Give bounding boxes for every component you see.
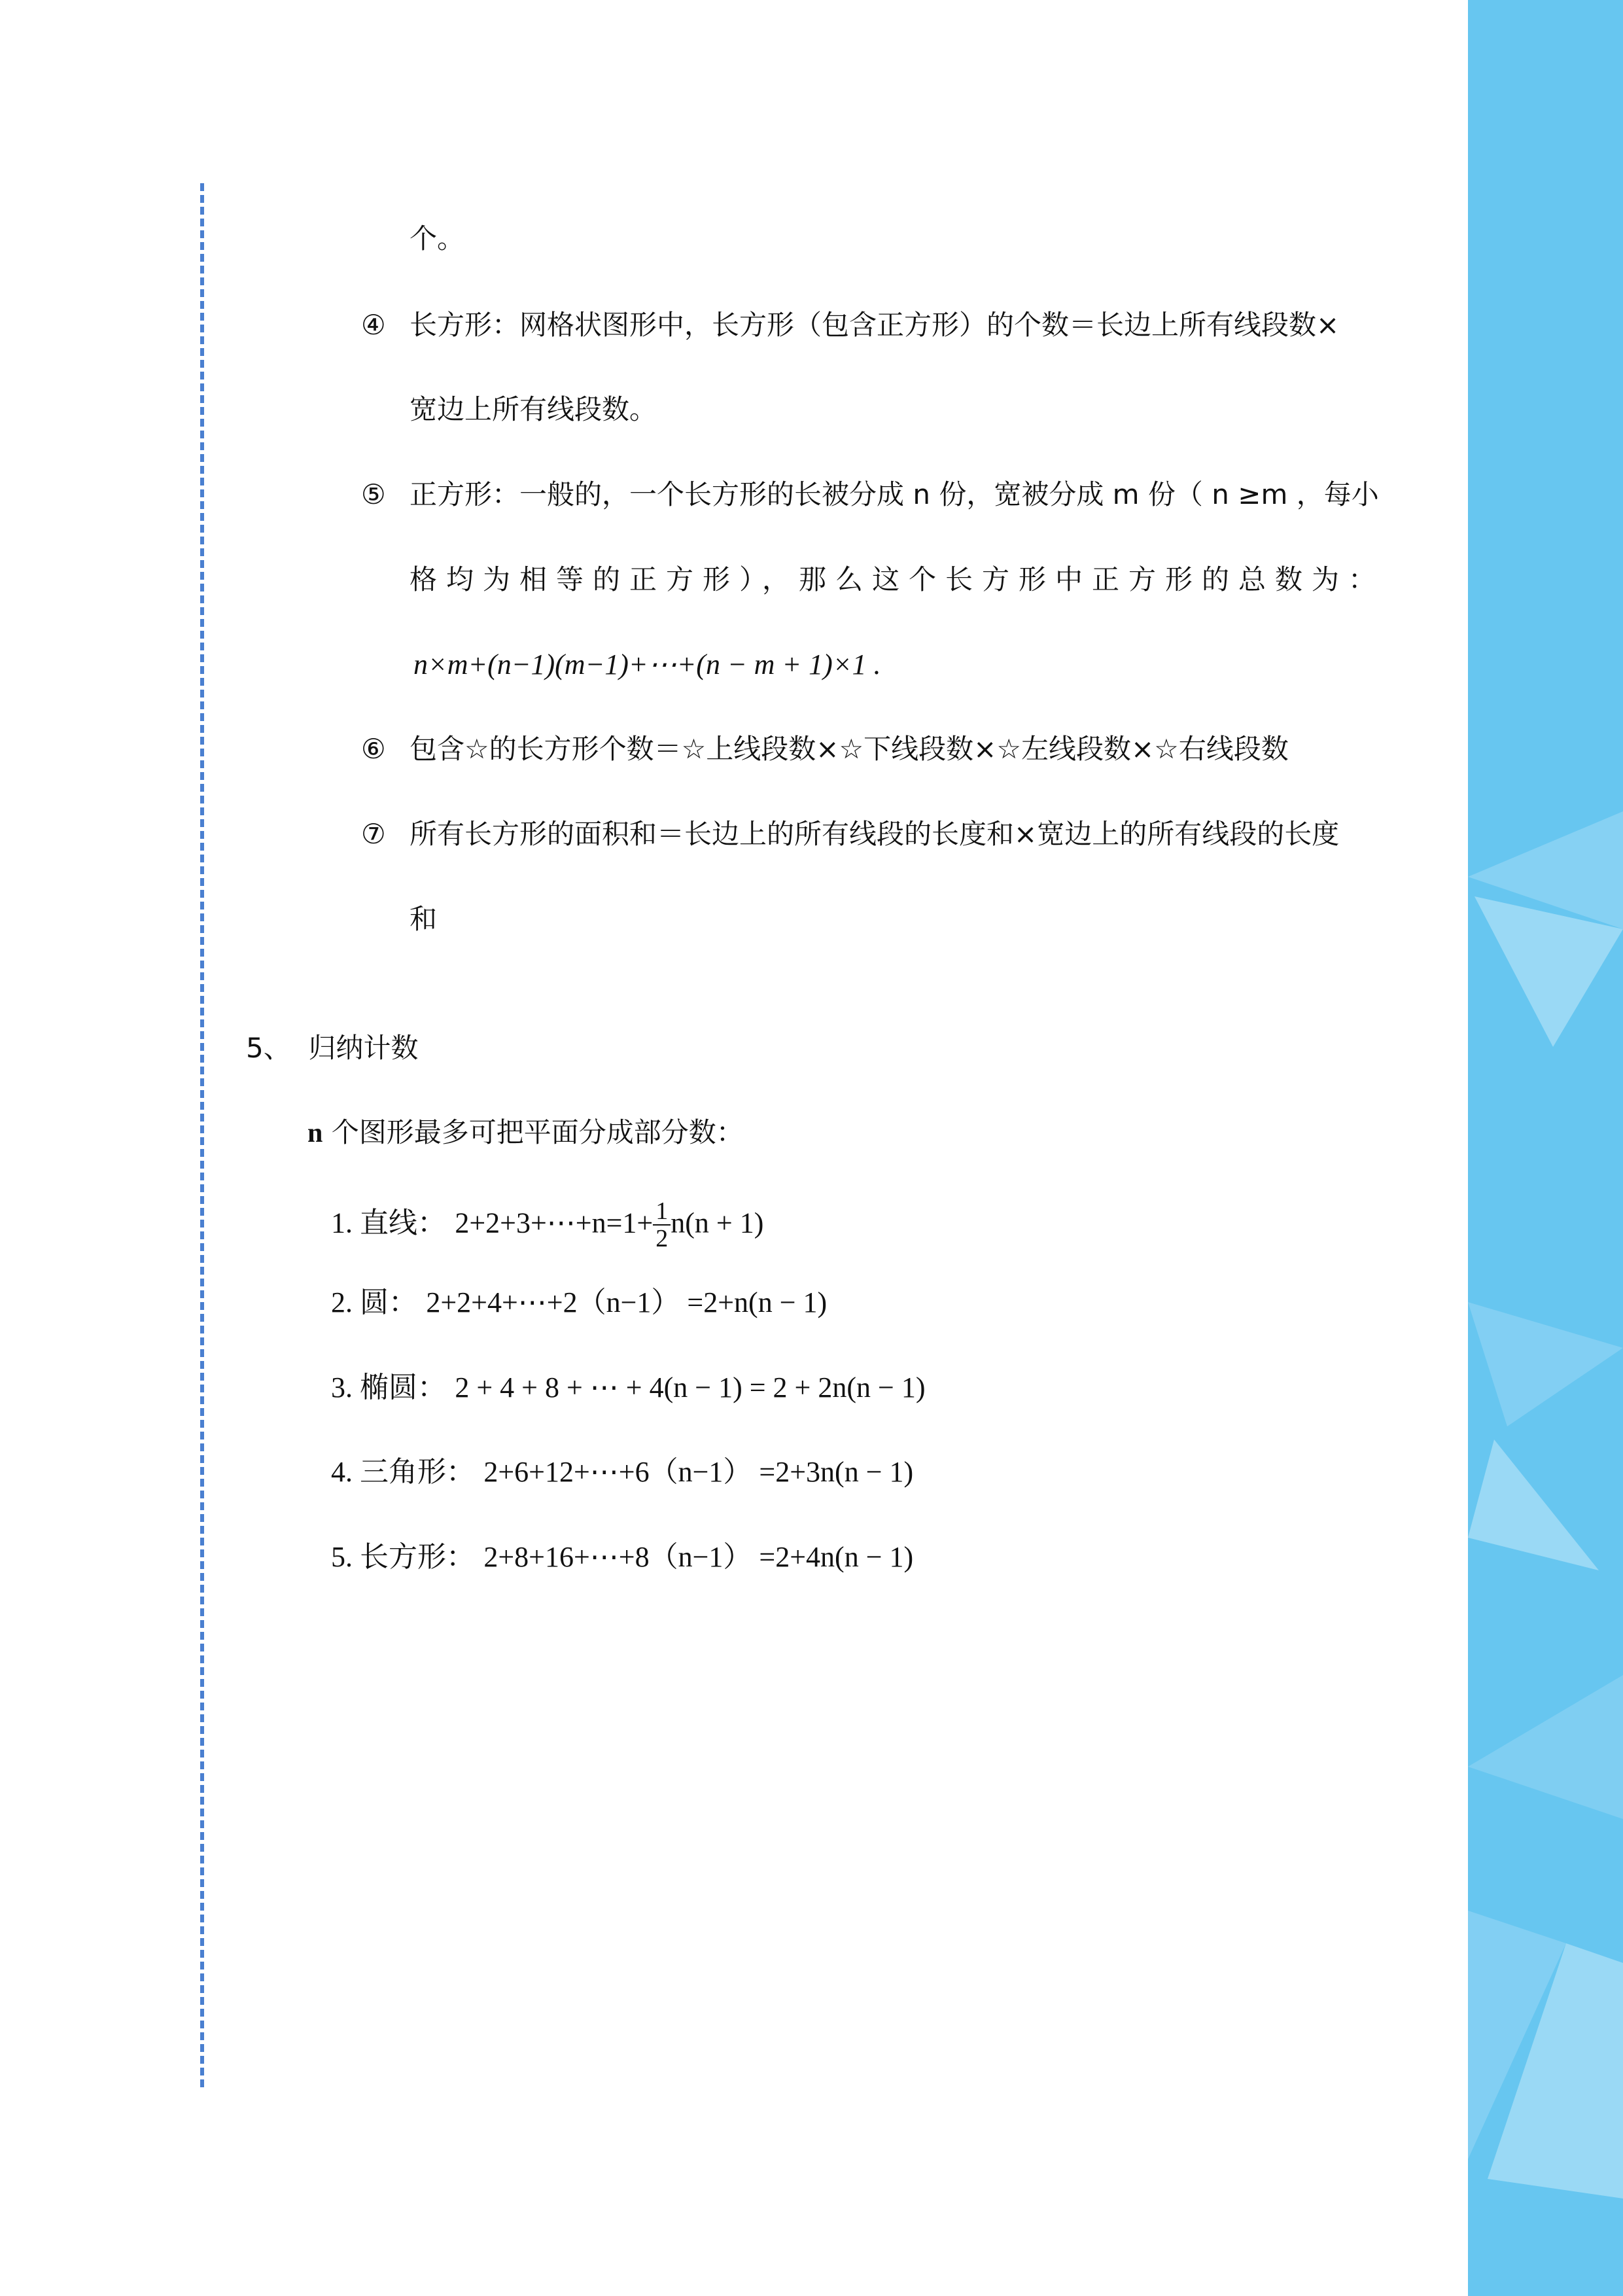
section-title: 归纳计数 [308, 1032, 419, 1064]
intro-text: 个图形最多可把平面分成部分数： [323, 1116, 744, 1148]
marker-6: ⑥ [361, 733, 386, 765]
dashed-margin-line [200, 183, 204, 2087]
text-line: 包含☆的长方形个数＝☆上线段数×☆下线段数×☆左线段数×☆右线段数 [410, 733, 1289, 765]
text-line: 长方形：网格状图形中，长方形（包含正方形）的个数＝长边上所有线段数× [410, 309, 1340, 341]
text-line: 所有长方形的面积和＝长边上的所有线段的长度和×宽边上的所有线段的长度 [410, 818, 1340, 850]
formula: 2 + 4 + 8 + ⋯ + 4(n − 1) = 2 + 2n(n − 1) [455, 1371, 926, 1404]
section-number: 5、 [246, 1032, 291, 1064]
formula: 2+2+3+⋯+n=1+ [455, 1207, 654, 1239]
formula-line [331, 1369, 925, 1406]
formula-line [331, 1539, 913, 1576]
decorative-blue-band [1468, 0, 1623, 2296]
text-line: 个。 [410, 222, 465, 255]
marker-5: ⑤ [361, 478, 386, 510]
formula: 2+8+16+⋯+8（n−1） =2+4n(n − 1) [483, 1541, 914, 1573]
formula-line [331, 1454, 913, 1491]
section-intro [307, 1114, 744, 1152]
text-line: 正方形：一般的，一个长方形的长被分成 n 份，宽被分成 m 份（ n ≥m ，每小 [410, 478, 1379, 510]
formula: 2+6+12+⋯+6（n−1） =2+3n(n − 1) [483, 1456, 914, 1488]
formula-line [331, 1198, 763, 1252]
marker-4: ④ [361, 309, 386, 341]
formula-label: 5. 长方形： [331, 1541, 475, 1573]
formula-label: 3. 椭圆： [331, 1371, 446, 1404]
text-line: 格均为相等的正方形），那么这个长方形中正方形的总数为： [410, 563, 1376, 595]
section-heading [246, 1030, 418, 1067]
formula-squares: n×m+(n−1)(m−1)+⋯+(n − m + 1)×1 . [413, 648, 881, 680]
fraction-denominator: 2 [655, 1225, 669, 1252]
text-line: 和 [410, 903, 438, 935]
formula-label: 1. 直线： [331, 1207, 446, 1239]
formula-label: 4. 三角形： [331, 1456, 475, 1488]
intro-n: n [307, 1118, 323, 1148]
marker-7: ⑦ [361, 818, 386, 850]
text-line: 宽边上所有线段数。 [410, 393, 657, 425]
formula-label: 2. 圆： [331, 1286, 417, 1318]
formula: 2+2+4+⋯+2（n−1） =2+n(n − 1) [426, 1286, 828, 1318]
fraction [653, 1198, 671, 1252]
fraction-numerator: 1 [653, 1198, 671, 1226]
formula-tail: n(n + 1) [671, 1207, 764, 1239]
formula-line [331, 1284, 827, 1321]
